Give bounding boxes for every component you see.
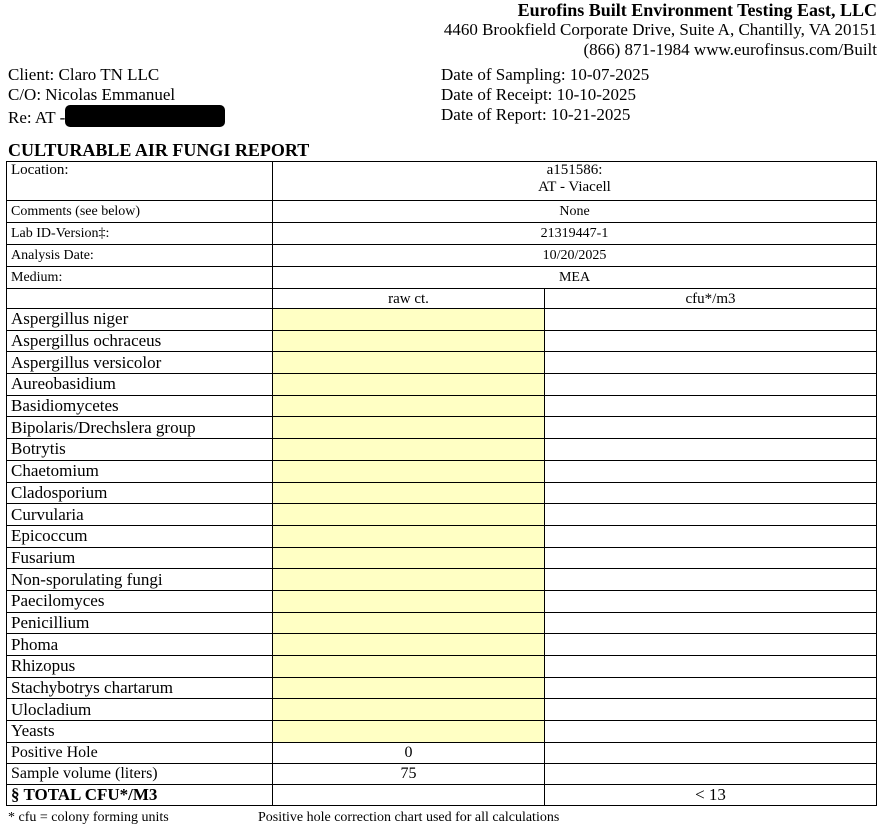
location-id: a151586:	[546, 162, 603, 178]
analysis-date-value: 10/20/2025	[273, 245, 877, 267]
raw-count-cell	[273, 547, 545, 569]
fungus-name: Aspergillus niger	[7, 309, 273, 331]
cfu-cell	[545, 309, 877, 331]
fungus-row	[7, 374, 877, 396]
medium-value: MEA	[273, 267, 877, 289]
fungus-name: Yeasts	[7, 721, 273, 743]
header-raw-count: raw ct.	[273, 289, 545, 309]
labid-row	[7, 223, 877, 245]
fungus-name: Fusarium	[7, 547, 273, 569]
positive-hole-cfu	[545, 742, 877, 763]
raw-count-cell	[273, 504, 545, 526]
cfu-cell	[545, 439, 877, 461]
fungus-name: Ulocladium	[7, 699, 273, 721]
footnote-correction: Positive hole correction chart used for all calculations	[258, 810, 560, 825]
cfu-cell	[545, 460, 877, 482]
client-co: C/O: Nicolas Emmanuel	[8, 85, 176, 104]
raw-count-cell	[273, 460, 545, 482]
raw-count-cell	[273, 612, 545, 634]
raw-count-cell	[273, 417, 545, 439]
cfu-cell	[545, 374, 877, 396]
total-label: § TOTAL CFU*/M3	[7, 784, 273, 805]
cfu-cell	[545, 417, 877, 439]
fungus-row	[7, 569, 877, 591]
cfu-cell	[545, 504, 877, 526]
raw-count-cell	[273, 721, 545, 743]
comments-value: None	[273, 201, 877, 223]
positive-hole-value: 0	[273, 742, 545, 763]
raw-count-cell	[273, 569, 545, 591]
raw-count-cell	[273, 677, 545, 699]
fungus-name: Cladosporium	[7, 482, 273, 504]
date-of-sampling: Date of Sampling: 10-07-2025	[441, 65, 650, 84]
fungus-name: Stachybotrys chartarum	[7, 677, 273, 699]
raw-count-cell	[273, 395, 545, 417]
analysis-date-label: Analysis Date:	[7, 245, 273, 267]
positive-hole-label: Positive Hole	[7, 742, 273, 763]
medium-row	[7, 267, 877, 289]
fungus-row	[7, 525, 877, 547]
client-block	[8, 65, 225, 128]
raw-count-cell	[273, 352, 545, 374]
fungus-row	[7, 330, 877, 352]
fungus-row	[7, 547, 877, 569]
fungus-name: Penicillium	[7, 612, 273, 634]
fungus-row	[7, 590, 877, 612]
cfu-cell	[545, 482, 877, 504]
location-name: AT - Viacell	[538, 179, 611, 195]
fungus-name: Non-sporulating fungi	[7, 569, 273, 591]
labid-value: 21319447-1	[273, 223, 877, 245]
company-contact: (866) 871-1984 www.eurofinsus.com/Built	[583, 40, 877, 59]
raw-count-cell	[273, 699, 545, 721]
fungus-name: Rhizopus	[7, 656, 273, 678]
fungus-name: Botrytis	[7, 439, 273, 461]
cfu-cell	[545, 677, 877, 699]
total-value: < 13	[545, 784, 877, 805]
header-cfu: cfu*/m3	[545, 289, 877, 309]
fungus-name: Bipolaris/Drechslera group	[7, 417, 273, 439]
fungus-name: Epicoccum	[7, 525, 273, 547]
fungus-row	[7, 699, 877, 721]
report-title: CULTURABLE AIR FUNGI REPORT	[8, 140, 310, 160]
redaction-bar	[65, 105, 225, 127]
cfu-cell	[545, 721, 877, 743]
client-name: Client: Claro TN LLC	[8, 65, 160, 84]
footnote-cfu: * cfu = colony forming units	[8, 810, 169, 825]
cfu-cell	[545, 547, 877, 569]
fungus-row	[7, 721, 877, 743]
comments-label: Comments (see below)	[7, 201, 273, 223]
fungus-name: Phoma	[7, 634, 273, 656]
cfu-cell	[545, 590, 877, 612]
raw-count-cell	[273, 634, 545, 656]
raw-count-cell	[273, 525, 545, 547]
comments-row	[7, 201, 877, 223]
cfu-cell	[545, 634, 877, 656]
sample-volume-cfu	[545, 763, 877, 784]
raw-count-cell	[273, 309, 545, 331]
dates-block	[441, 65, 649, 125]
fungus-row	[7, 417, 877, 439]
fungus-row	[7, 395, 877, 417]
fungi-rows	[7, 309, 877, 743]
labid-label: Lab ID-Version‡:	[7, 223, 273, 245]
cfu-cell	[545, 569, 877, 591]
date-of-report: Date of Report: 10-21-2025	[441, 105, 631, 124]
raw-count-cell	[273, 482, 545, 504]
analysis-date-row	[7, 245, 877, 267]
cfu-cell	[545, 612, 877, 634]
cfu-cell	[545, 525, 877, 547]
fungus-row	[7, 612, 877, 634]
raw-count-cell	[273, 656, 545, 678]
cfu-cell	[545, 330, 877, 352]
location-row	[7, 162, 877, 201]
location-value	[273, 162, 877, 201]
header-blank	[7, 289, 273, 309]
raw-count-cell	[273, 374, 545, 396]
fungus-name: Basidiomycetes	[7, 395, 273, 417]
raw-count-cell	[273, 439, 545, 461]
company-header	[444, 0, 877, 60]
fungus-row	[7, 677, 877, 699]
raw-count-cell	[273, 330, 545, 352]
total-row	[7, 784, 877, 805]
location-label: Location:	[7, 162, 273, 201]
cfu-cell	[545, 395, 877, 417]
fungus-row	[7, 460, 877, 482]
fungus-row	[7, 634, 877, 656]
positive-hole-row	[7, 742, 877, 763]
fungus-row	[7, 439, 877, 461]
sample-volume-value: 75	[273, 763, 545, 784]
fungus-row	[7, 504, 877, 526]
fungus-row	[7, 482, 877, 504]
sample-volume-row	[7, 763, 877, 784]
fungi-report-table	[6, 161, 877, 806]
fungus-name: Aspergillus versicolor	[7, 352, 273, 374]
raw-count-cell	[273, 590, 545, 612]
date-of-receipt: Date of Receipt: 10-10-2025	[441, 85, 636, 104]
fungus-name: Chaetomium	[7, 460, 273, 482]
cfu-cell	[545, 699, 877, 721]
fungus-row	[7, 656, 877, 678]
fungus-name: Aspergillus ochraceus	[7, 330, 273, 352]
sample-volume-label: Sample volume (liters)	[7, 763, 273, 784]
client-re-prefix: Re: AT -	[8, 108, 66, 127]
company-name: Eurofins Built Environment Testing East, LLC	[517, 0, 877, 20]
fungus-row	[7, 309, 877, 331]
fungus-name: Paecilomyces	[7, 590, 273, 612]
fungus-name: Curvularia	[7, 504, 273, 526]
column-header-row	[7, 289, 877, 309]
company-address: 4460 Brookfield Corporate Drive, Suite A, Chantilly, VA 20151	[443, 20, 877, 39]
cfu-cell	[545, 352, 877, 374]
cfu-cell	[545, 656, 877, 678]
total-raw	[273, 784, 545, 805]
fungus-row	[7, 352, 877, 374]
client-re	[8, 105, 225, 128]
fungus-name: Aureobasidium	[7, 374, 273, 396]
medium-label: Medium:	[7, 267, 273, 289]
